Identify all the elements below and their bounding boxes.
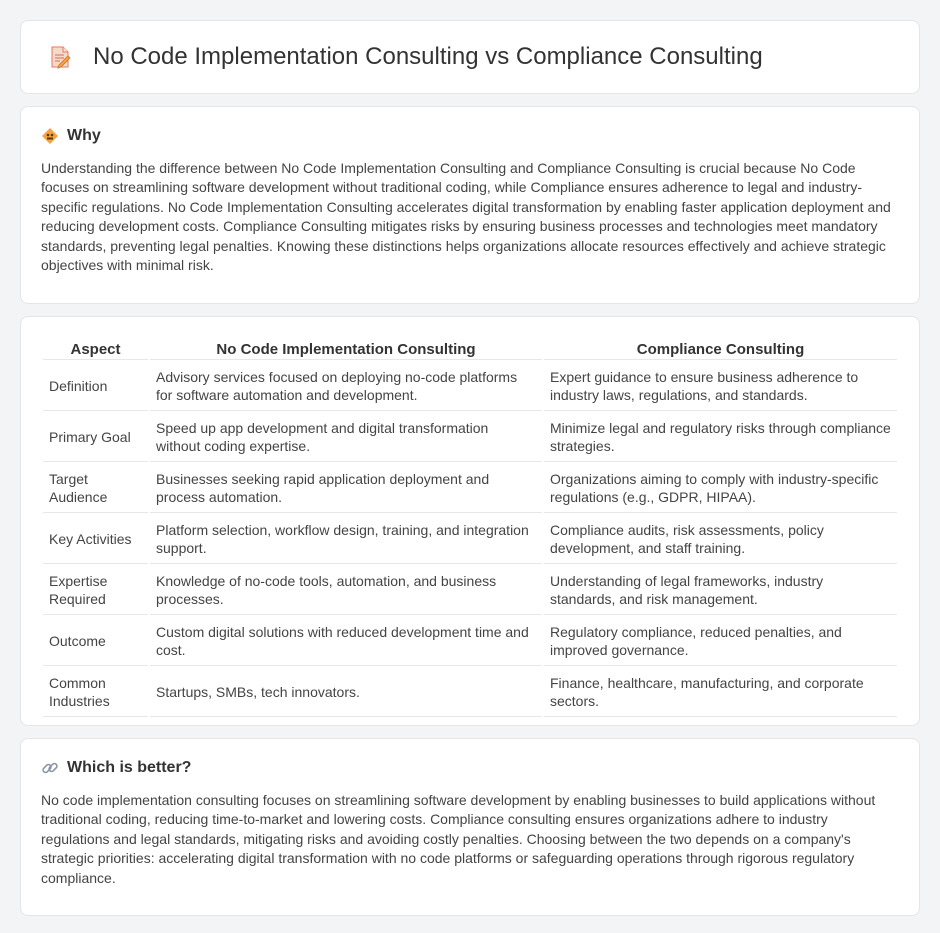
compliance-cell: Compliance audits, risk assessments, policy development, and staff training.	[544, 515, 897, 564]
better-heading-row	[41, 759, 899, 777]
compliance-cell: Expert guidance to ensure business adherence to industry laws, regulations, and standards.	[544, 362, 897, 411]
table-row	[43, 413, 897, 462]
aspect-cell: Target Audience	[43, 464, 148, 513]
better-text: No code implementation consulting focuses on streamlining software development by enabling businesses to build applications without traditional coding, reducing time-to-market and lowering costs. Compliance consulting ensures organizations adhere to industry regulations and legal standards, mitigating risks and avoiding costly penalties. Choosing between the two depends on a company's strategic priorities: accelerating digital transformation with no code platforms or safeguarding operations through rigorous regulatory compliance.	[41, 792, 876, 886]
aspect-cell: Primary Goal	[43, 413, 148, 462]
table-row	[43, 464, 897, 513]
aspect-cell: Key Activities	[43, 515, 148, 564]
table-header-row	[43, 339, 897, 360]
aspect-cell: Common Industries	[43, 668, 148, 717]
header-aspect: Aspect	[43, 339, 148, 360]
link-icon	[41, 759, 59, 777]
why-text: Understanding the difference between No Code Implementation Consulting and Compliance Consulting is crucial because No Code focuses on streamlining software development without traditional coding, while Compliance ensures adherence to legal and industry-specific regulations. No Code Implementation Consulting accelerates digital transformation by enabling faster application deployment and reducing development costs. Compliance Consulting mitigates risks by ensuring business processes and technologies meet mandatory standards, preventing legal penalties. Knowing these distinctions helps organizations allocate resources effectively and achieve strategic objectives with minimal risk.	[41, 160, 891, 274]
no-code-cell: Custom digital solutions with reduced development time and cost.	[150, 617, 542, 666]
compliance-cell: Minimize legal and regulatory risks through compliance strategies.	[544, 413, 897, 462]
no-code-cell: Knowledge of no-code tools, automation, and business processes.	[150, 566, 542, 615]
diamond-sign-icon	[41, 127, 59, 145]
table-row	[43, 668, 897, 717]
no-code-cell: Speed up app development and digital transformation without coding expertise.	[150, 413, 542, 462]
better-heading: Which is better?	[67, 759, 192, 776]
why-section	[20, 106, 920, 304]
table-row	[43, 617, 897, 666]
title-card	[20, 20, 920, 94]
compliance-cell: Organizations aiming to comply with industry-specific regulations (e.g., GDPR, HIPAA).	[544, 464, 897, 513]
table-row	[43, 566, 897, 615]
compliance-cell: Regulatory compliance, reduced penalties, and improved governance.	[544, 617, 897, 666]
aspect-cell: Outcome	[43, 617, 148, 666]
no-code-cell: Platform selection, workflow design, training, and integration support.	[150, 515, 542, 564]
header-compliance: Compliance Consulting	[544, 339, 897, 360]
document-pencil-icon	[47, 44, 73, 70]
table-row	[43, 362, 897, 411]
comparison-table	[41, 337, 899, 719]
comparison-table-card	[20, 316, 920, 726]
table-row	[43, 515, 897, 564]
header-no-code: No Code Implementation Consulting	[150, 339, 542, 360]
compliance-cell: Understanding of legal frameworks, industry standards, and risk management.	[544, 566, 897, 615]
aspect-cell: Definition	[43, 362, 148, 411]
page-title: No Code Implementation Consulting vs Compliance Consulting	[93, 43, 763, 70]
no-code-cell: Advisory services focused on deploying no-code platforms for software automation and development.	[150, 362, 542, 411]
no-code-cell: Startups, SMBs, tech innovators.	[150, 668, 542, 717]
why-heading-row	[41, 127, 899, 145]
which-is-better-section	[20, 738, 920, 916]
why-heading: Why	[67, 127, 101, 144]
aspect-cell: Expertise Required	[43, 566, 148, 615]
no-code-cell: Businesses seeking rapid application deployment and process automation.	[150, 464, 542, 513]
compliance-cell: Finance, healthcare, manufacturing, and corporate sectors.	[544, 668, 897, 717]
